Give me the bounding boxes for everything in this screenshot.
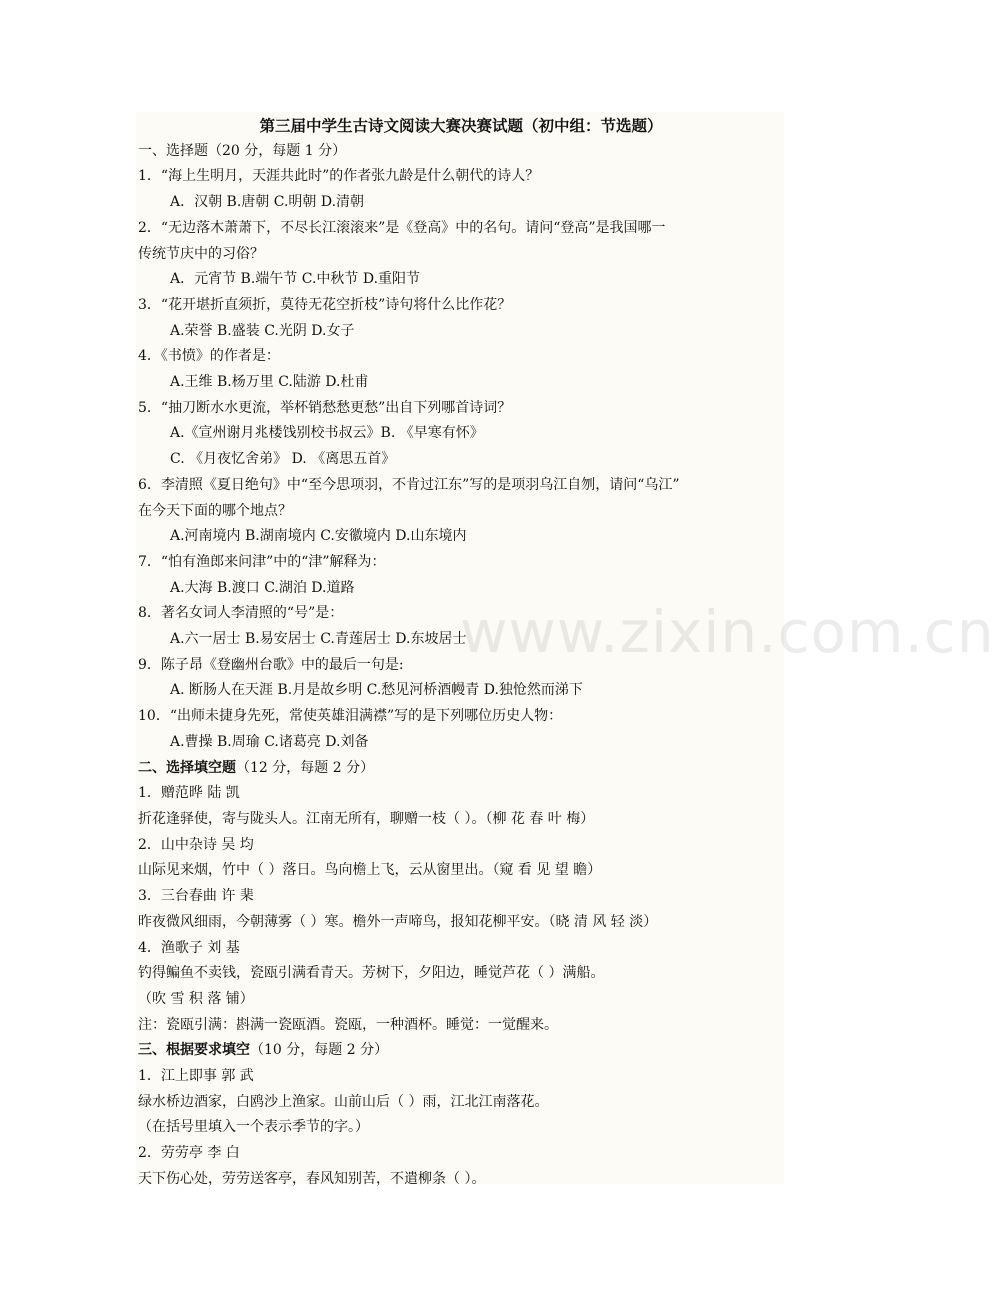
section-3-note: （10 分，每题 2 分） [250,1042,389,1059]
poem-2-1-text: 折花逢驿使，寄与陇头人。江南无所有，聊赠一枝（ ）。（柳 花 春 叶 梅） [138,810,595,827]
question-3-options: A.荣誉 B.盛装 C.光阴 D.女子 [170,322,355,339]
question-7-stem: 7．“怕有渔郎来问津”中的“津”解释为： [138,553,386,570]
poem-2-3-text: 昨夜微风细雨，今朝薄雾（ ）寒。檐外一声啼鸟，报知花柳平安。（晓 清 风 轻 淡） [138,913,658,930]
poem-3-1-text: 绿水桥边酒家，白鸥沙上渔家。山前山后（ ）雨，江北江南落花。 [138,1093,549,1110]
section-3-heading-line [138,1038,798,1064]
question-8-options: A.六一居士 B.易安居士 C.青莲居士 D.东坡居士 [170,631,467,648]
question-4-options: A.王维 B.杨万里 C.陆游 D.杜甫 [170,374,369,391]
question-6-stem-cont: 在今天下面的哪个地点？ [138,502,292,519]
poem-3-2-text: 天下伤心处，劳劳送客亭，春风知别苦，不遣柳条（ ）。 [138,1170,486,1187]
question-6-options: A.河南境内 B.湖南境内 C.安徽境内 D.山东境内 [170,528,467,545]
question-1-options: A．汉朝 B.唐朝 C.明朝 D.清朝 [170,194,365,211]
poem-3-1-instruction: （在括号里填入一个表示季节的字。） [138,1119,369,1136]
poem-2-2-text: 山际见来烟，竹中（ ）落日。鸟向檐上飞，云从窗里出。（窥 看 见 望 瞻） [138,862,602,879]
poem-3-1-title: 1．江上即事 郭 武 [138,1068,254,1085]
question-10-options: A.曹操 B.周瑜 C.诸葛亮 D.刘备 [170,733,369,750]
page-title: 第三届中学生古诗文阅读大赛决赛试题（初中组：节选题） [259,116,663,135]
question-8-stem: 8．著名女词人李清照的“号”是： [138,605,344,622]
section-2-heading: 二、选择填空题 [138,759,236,776]
poem-2-1-title: 1．赠范晔 陆 凯 [138,785,240,802]
question-4-stem: 4．《书愤》的作者是： [138,348,280,365]
poem-2-2-title: 2．山中杂诗 吴 均 [138,836,254,853]
section-1-heading: 一、选择题（20 分，每题 1 分） [138,142,347,159]
question-2-stem: 2．“无边落木萧萧下，不尽长江滚滚来”是《登高》中的名句。请问“登高”是我国哪一 [138,219,666,236]
watermark: www.zixin.com.cn [460,598,995,666]
question-3-stem: 3．“花开堪折直须折，莫待无花空折枝”诗句将什么比作花？ [138,296,512,313]
question-5-options-cont: C. 《月夜忆舍弟》 D. 《离思五首》 [170,451,396,468]
question-1-stem: 1．“海上生明月，天涯共此时”的作者张九龄是什么朝代的诗人？ [138,168,540,185]
question-5-options: A.《宣州谢月兆楼饯别校书叔云》B. 《早寒有怀》 [170,425,484,442]
question-2-stem-cont: 传统节庆中的习俗？ [138,245,264,262]
poem-2-3-title: 3．三台春曲 许 棐 [138,888,254,905]
poem-2-4-title: 4．渔歌子 刘 基 [138,939,240,956]
question-5-stem: 5．“抽刀断水水更流，举杯销愁愁更愁”出自下列哪首诗词？ [138,399,512,416]
question-9-stem: 9．陈子昂《登幽州台歌》中的最后一句是: [138,656,404,673]
question-7-options: A.大海 B.渡口 C.湖泊 D.道路 [170,579,355,596]
question-6-stem: 6．李清照《夏日绝句》中“至今思项羽，不肯过江东”写的是项羽乌江自刎，请问“乌江” [138,476,680,493]
section-3-heading: 三、根据要求填空 [138,1042,250,1059]
section-2-heading-line [138,756,798,782]
poem-2-4-choices: （吹 雪 积 落 铺） [138,990,254,1007]
question-2-options: A．元宵节 B.端午节 C.中秋节 D.重阳节 [170,271,421,288]
question-10-stem: 10．“出师未捷身先死，常使英雄泪满襟”写的是下列哪位历史人物： [138,708,563,725]
poem-3-2-title: 2．劳劳亭 李 白 [138,1145,240,1162]
question-9-options: A. 断肠人在天涯 B.月是故乡明 C.愁见河桥酒幔青 D.独怆然而涕下 [170,682,583,699]
section-2-note: （12 分，每题 2 分） [236,759,375,776]
poem-2-4-text: 钓得鳊鱼不卖钱，瓷瓯引满看青天。芳树下，夕阳边，睡觉芦花（ ）满船。 [138,965,605,982]
poem-2-4-note: 注：瓷瓯引满：斟满一瓷瓯酒。瓷瓯，一种酒杯。睡觉：一觉醒来。 [138,1016,558,1033]
